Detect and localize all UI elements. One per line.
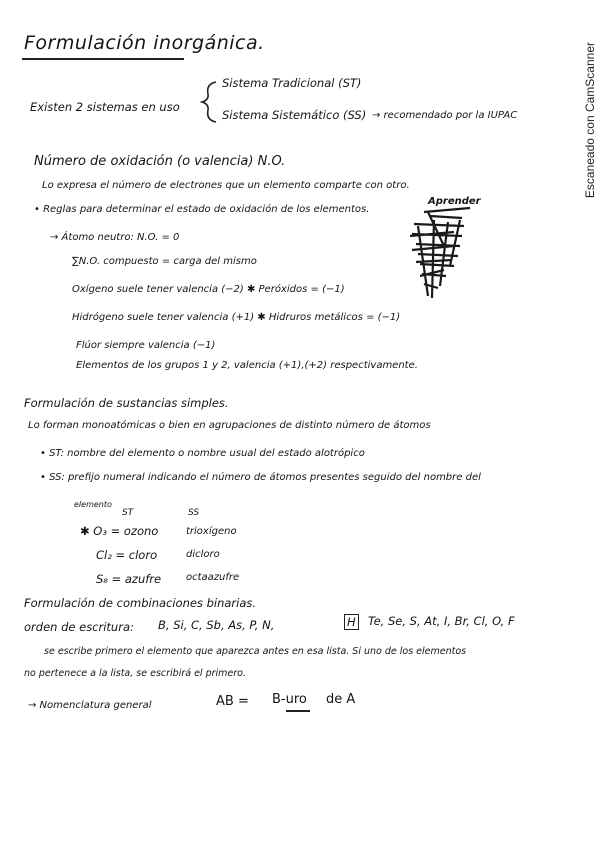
orden-list: B, Si, C, Sb, As, P, N,	[158, 618, 275, 632]
example-ss-name: trioxígeno	[186, 526, 237, 537]
rule-suma-no: ∑N.O. compuesto = carga del mismo	[72, 256, 257, 267]
scribble-icon	[404, 206, 476, 302]
binarias-heading: Formulación de combinaciones binarias.	[24, 596, 257, 610]
simples-ss: • SS: prefijo numeral indicando el número de átomos presentes seguido del nombre del	[40, 472, 481, 483]
orden-note-line2: no pertenece a la lista, se escribirá el primero.	[24, 668, 247, 679]
orden-label: orden de escritura:	[24, 620, 134, 634]
systems-intro: Existen 2 sistemas en uso	[30, 100, 180, 114]
rules-intro: • Reglas para determinar el estado de oxidación de los elementos.	[34, 204, 370, 215]
uro-underline	[286, 710, 310, 712]
sistema-sistematico: Sistema Sistemático (SS)	[222, 108, 367, 122]
simples-st: • ST: nombre del elemento o nombre usual del estado alotrópico	[40, 448, 365, 459]
col-ss-header: SS	[188, 508, 200, 518]
example-ss-name: octaazufre	[186, 572, 240, 583]
formula-lhs: AB =	[216, 694, 249, 709]
orden-list-2: Te, Se, S, At, I, Br, Cl, O, F	[368, 614, 515, 628]
page-title: Formulación inorgánica.	[24, 32, 265, 54]
example-formula: S₈ = azufre	[96, 572, 162, 586]
recomendado-iupac: → recomendado por la IUPAC	[372, 110, 518, 121]
oxidation-definition: Lo expresa el número de electrones que un elemento comparte con otro.	[42, 180, 410, 191]
formula-rhs-de: de A	[326, 692, 356, 707]
curly-brace-icon	[200, 80, 220, 124]
orden-note-line1: se escribe primero el elemento que aparezca antes en esa lista. Si uno de los elementos	[44, 646, 467, 657]
example-formula: ✱ O₃ = ozono	[80, 524, 159, 538]
camscanner-watermark: Escaneado con CamScanner	[583, 42, 597, 199]
oxidation-heading: Número de oxidación (o valencia) N.O.	[34, 154, 286, 169]
nomenclatura-label: → Nomenclatura general	[28, 700, 152, 711]
simples-intro: Lo forman monoatómicas o bien en agrupaciones de distinto número de átomos	[28, 420, 431, 431]
example-ss-name: dicloro	[186, 549, 220, 560]
simples-ss-cont: elemento	[74, 500, 112, 509]
rule-atomo-neutro: → Átomo neutro: N.O. = 0	[50, 232, 180, 243]
rule-oxigeno: Oxígeno suele tener valencia (−2) ✱ Peróxidos = (−1)	[72, 284, 345, 295]
title-underline	[22, 58, 184, 60]
col-st-header: ST	[122, 508, 134, 518]
hydrogen-boxed: H	[344, 614, 359, 630]
sticker-label: Aprender	[428, 196, 481, 207]
formula-rhs-b: B-uro	[272, 692, 307, 707]
example-formula: Cl₂ = cloro	[96, 548, 158, 562]
rule-grupos: Elementos de los grupos 1 y 2, valencia (+1),(+2) respectivamente.	[76, 360, 418, 371]
simples-heading: Formulación de sustancias simples.	[24, 396, 229, 410]
rule-hidrogeno: Hidrógeno suele tener valencia (+1) ✱ Hidruros metálicos = (−1)	[72, 312, 401, 323]
sistema-tradicional: Sistema Tradicional (ST)	[222, 76, 362, 90]
rule-fluor: Flúor siempre valencia (−1)	[76, 340, 216, 351]
